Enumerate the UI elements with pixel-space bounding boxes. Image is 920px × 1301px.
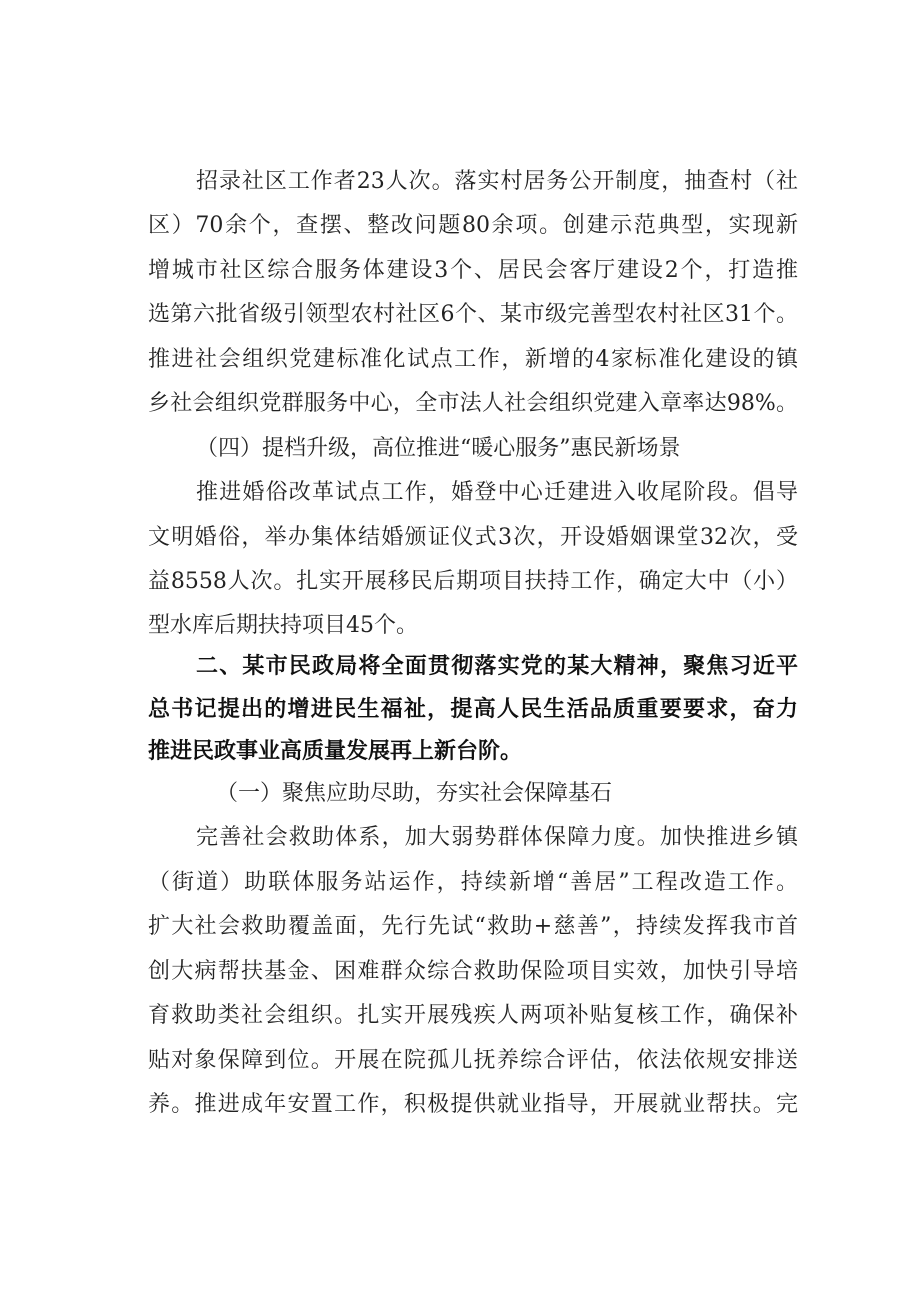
text-line: 推进婚俗改革试点工作，婚登中心迁建进入收尾阶段。倡导 [196,480,798,505]
text-line: 乡社会组织党群服务中心，全市法人社会组织党建入章率达98%。 [148,391,798,416]
text-line: 贴对象保障到位。开展在院孤儿抚养综合评估，依法依规安排送 [148,1048,798,1073]
text-line: 推进社会组织党建标准化试点工作，新增的4家标准化建设的镇 [148,347,798,372]
subheading: （一）聚焦应助尽助，夯实社会保障基石 [216,781,613,806]
text-line: 招录社区工作者23人次。落实村居务公开制度，抽查村（社 [196,169,798,194]
subheading: （四）提档升级，高位推进“暖心服务”惠民新场景 [196,436,681,461]
text-line: 育救助类社会组织。扎实开展残疾人两项补贴复核工作，确保补 [148,1003,798,1028]
heading-line: 二、某市民政局将全面贯彻落实党的某大精神，聚焦习近平 [196,654,798,679]
text-line: 区）70余个，查摆、整改问题80余项。创建示范典型，实现新 [148,213,798,238]
text-line: 文明婚俗，举办集体结婚颁证仪式3次，开设婚姻课堂32次，受 [148,525,798,550]
text-line: 选第六批省级引领型农村社区6个、某市级完善型农村社区31个。 [148,302,798,327]
text-line: 扩大社会救助覆盖面，先行先试“救助+慈善”，持续发挥我市首 [148,914,798,939]
heading-line: 推进民政事业高质量发展再上新台阶。 [148,739,523,764]
text-line: （街道）助联体服务站运作，持续新增“善居”工程改造工作。 [148,870,798,895]
text-line: 创大病帮扶基金、困难群众综合救助保险项目实效，加快引导培 [148,959,798,984]
text-line: 养。推进成年安置工作，积极提供就业指导，开展就业帮扶。完 [148,1092,798,1117]
text-line: 型水库后期扶持项目45个。 [148,613,418,638]
text-line: 增城市社区综合服务体建设3个、居民会客厅建设2个，打造推 [148,258,798,283]
heading-line: 总书记提出的增进民生福祉，提高人民生活品质重要要求，奋力 [148,697,798,722]
text-line: 完善社会救助体系，加大弱势群体保障力度。加快推进乡镇 [196,825,798,850]
text-line: 益8558人次。扎实开展移民后期项目扶持工作，确定大中（小） [148,569,798,594]
